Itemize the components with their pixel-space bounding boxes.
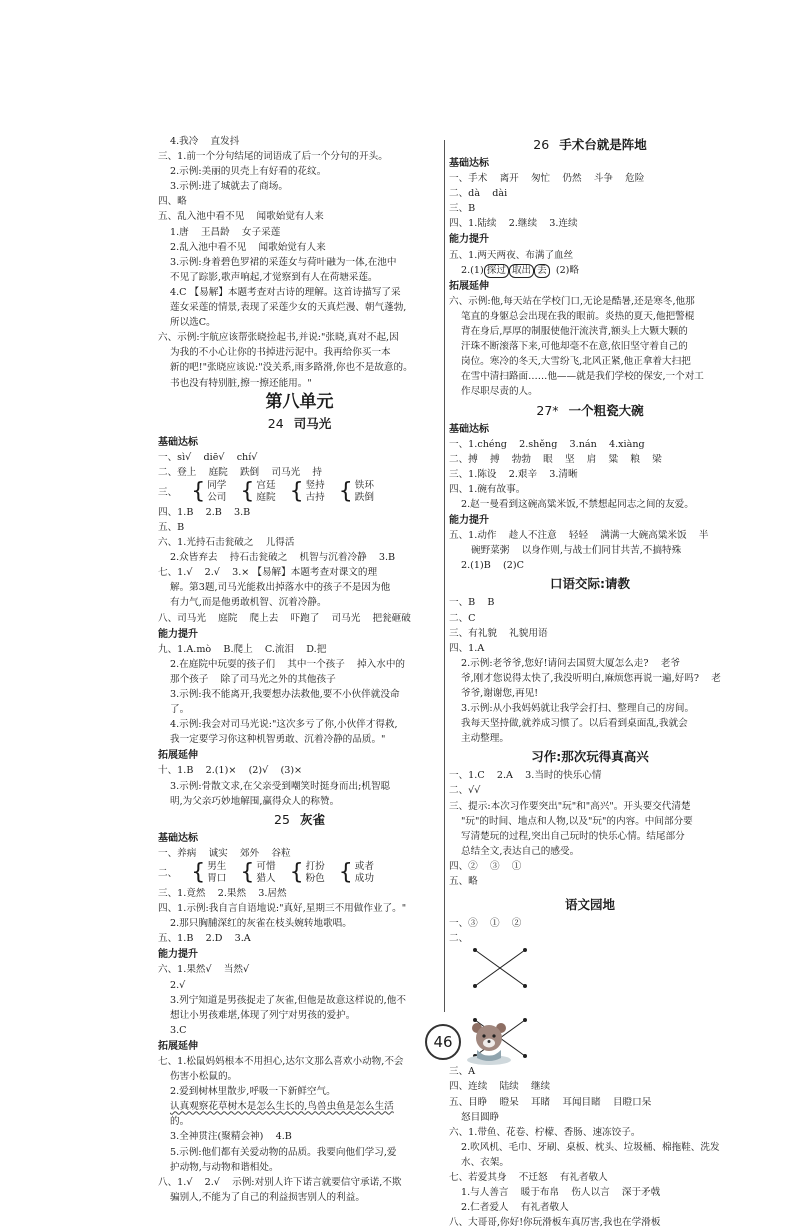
brace-item: 胃口 — [207, 873, 227, 885]
answer-line: 2.(1)B (2)C — [461, 560, 524, 572]
answer-line: 新的吧!"张晓应该说:"没关系,雨多路滑,你也不是故意的。 — [170, 362, 413, 374]
brace-item: 或者 — [354, 860, 374, 872]
garden-title: 语文园地 — [564, 897, 615, 913]
lesson-number: 27* — [536, 402, 559, 418]
brace-pair — [339, 861, 374, 886]
answer-line: 4.我冷 直发抖 — [170, 136, 240, 147]
lesson-26-title — [449, 135, 731, 155]
brace-icon: { — [240, 860, 255, 886]
answer-line: 莲女采莲的情景,表现了采莲少女的天真烂漫、朝气蓬勃, — [170, 302, 407, 314]
answer-line: 4.示例:我会对司马光说:"这次多亏了你,小伙伴才得救, — [170, 719, 398, 731]
answer-line: 在雪中清扫路面……他——就是我们学校的保安,一个对工 — [461, 371, 704, 383]
brace-item: 跌倒 — [354, 492, 374, 504]
answer-line: 笔直的身躯总会出现在我的眼前。炎热的夏天,他把警棍 — [461, 310, 695, 322]
answer-line: 五、乱入池中看不见 闻歌始觉有人来 — [158, 211, 324, 223]
answer-line: 背在身后,厚厚的制服使他汗流浃背,额头上大颗大颗的 — [461, 326, 688, 338]
brace-item: 铁环 — [354, 479, 374, 491]
answer-line: 所以选C。 — [170, 317, 216, 329]
answer-line: 2.示例:美丽的贝壳上有好看的花纹。 — [170, 166, 327, 178]
answer-line: 五、目睁 瞪呆 耳睹 耳闻目睹 目瞪口呆 — [449, 1096, 652, 1108]
answer-line: 2.乱入池中看不见 闻歌始觉有人来 — [170, 241, 326, 253]
answer-line: 的。 — [170, 1116, 190, 1128]
answer-line: 写清楚玩的过程,突出自己玩时的快乐心情。结尾部分 — [461, 830, 685, 842]
brace-item: 成功 — [354, 873, 374, 885]
answer-line: 那个孩子 除了司马光之外的其他孩子 — [170, 673, 336, 685]
answer-line: 3.示例:骨散文求,在父亲受到嘲笑时挺身而出;机智聪 — [170, 780, 391, 792]
answer-line: 主动整理。 — [461, 733, 509, 745]
answer-line: 五、略 — [449, 876, 478, 888]
unit-title: 第八单元 — [265, 391, 334, 412]
answer-line: 五、B — [158, 521, 185, 533]
brace-item: 猎人 — [256, 873, 276, 885]
lesson-name: 司马光 — [293, 415, 332, 431]
answer-line: 二、登上 庭院 跌倒 司马光 持 — [158, 466, 322, 478]
answer-line: 八、1.√ 2.√ 示例:对别人许下诺言就要信守承诺,不欺 — [158, 1176, 402, 1188]
answer-line: 书也没有特别脏,擦一擦还能用。" — [170, 377, 312, 389]
brace-item: 庭院 — [256, 492, 276, 504]
brace-item: 同学 — [207, 479, 227, 491]
answer-line: 六、1.果然√ 当然√ — [158, 964, 250, 976]
brace-item: 可惜 — [256, 860, 276, 872]
brace-icon: { — [289, 860, 304, 886]
brace-icon: { — [289, 479, 304, 505]
section-heading: 拓展延伸 — [158, 750, 198, 762]
section-heading: 能力提升 — [158, 949, 198, 961]
lesson-name: 手术台就是阵地 — [559, 137, 647, 152]
brace-pair — [339, 480, 374, 505]
answer-line: 3.全神贯注(聚精会神) 4.B — [170, 1131, 292, 1143]
answer-line: 了。 — [170, 704, 190, 716]
section-heading: 基础达标 — [158, 832, 198, 844]
brace-pair — [191, 480, 226, 505]
answer-line: 五、1.B 2.D 3.A — [158, 933, 251, 945]
answer-line: 六、1.光持石击瓮破之 儿得活 — [158, 537, 295, 549]
answer-line: 我每天坚持做,就养成习惯了。以后看到桌面乱,我就会 — [461, 718, 688, 730]
brace-pair — [290, 480, 325, 505]
answer-line: 总结全文,表达自己的感受。 — [461, 845, 580, 857]
answer-line: 四、连续 陆续 继续 — [449, 1081, 551, 1093]
answer-line: 一、B B — [449, 597, 495, 609]
answer-line: 3.示例:从小我妈妈就让我学会打扫、整理自己的房间。 — [461, 703, 695, 715]
answer-line: 3.C — [170, 1024, 187, 1036]
answer-line: 有力气,而是他勇敢机智、沉着冷静。 — [170, 597, 327, 609]
section-heading: 能力提升 — [449, 234, 489, 246]
answer-line: 八、司马光 庭院 爬上去 吓跑了 司马光 把瓮砸破 — [158, 612, 411, 624]
answer-line: 作尽职尽责的人。 — [461, 386, 538, 398]
answer-line: 一、③ ① ② — [449, 918, 522, 930]
answer-line: 三、1.陈设 2.艰辛 3.清晰 — [449, 468, 578, 480]
answer-line: 2.√ — [170, 979, 186, 991]
brace-item: 宫廷 — [256, 479, 276, 491]
answer-line: 3.示例:我不能离开,我要想办法救他,要不小伙伴就没命 — [170, 689, 400, 700]
lesson-24-title — [158, 414, 441, 434]
answer-line: 5.示例:他们都有关爱动物的品质。我要向他们学习,爱 — [170, 1146, 397, 1158]
answer-line: 骗别人,不能为了自己的利益损害别人的利益。 — [170, 1191, 365, 1203]
answer-line: 不见了踪影,歌声响起,才觉察到有人在荷塘采莲。 — [170, 271, 378, 283]
section-heading: 拓展延伸 — [158, 1040, 198, 1052]
answer-line: 护动物,与动物和谐相处。 — [170, 1161, 279, 1173]
wavy-underlined-text: 认真观察花草树木是怎么生长的,鸟兽虫鱼是怎么生活 — [170, 1101, 394, 1113]
brace-icon: { — [338, 860, 353, 886]
bear-mascot-icon — [463, 1016, 515, 1068]
answer-line: 八、大哥哥,你好!你玩滑板车真厉害,我也在学滑板 — [449, 1217, 661, 1229]
answer-line: 四、1.陆续 2.继续 3.连续 — [449, 218, 578, 230]
answer-line: 一、1.chéng 2.shěng 3.nán 4.xiàng — [449, 438, 645, 450]
lesson-number: 26 — [533, 137, 550, 152]
left-top-answers — [158, 134, 441, 391]
answer-prefix: 三、 — [158, 486, 178, 498]
boxed-word: 丢 — [534, 264, 550, 278]
answer-line: 水、衣架。 — [461, 1156, 509, 1168]
answer-line: 三、1.前一个分句结尾的词语成了后一个分句的开头。 — [158, 151, 388, 163]
column-divider — [444, 140, 445, 1012]
answer-line: 七、1.松鼠妈妈根本不用担心,达尔文那么喜欢小动物,不会 — [158, 1055, 404, 1067]
answer-line: 爷,刚才您说得太快了,我没听明白,麻烦您再说一遍,好吗? 老 — [461, 672, 721, 684]
answer-line: 四、1.示例:我自言自语地说:"真好,星期三不用做作业了。" — [158, 903, 407, 915]
answer-line: 六、示例:他,每天站在学校门口,无论是酷暑,还是寒冬,他那 — [449, 295, 695, 307]
lesson-number: 24 — [267, 415, 284, 431]
answer-line: 我一定要学习你这种机智勇敢、沉着冷静的品质。" — [170, 734, 386, 746]
answer-line: 为我的不小心让你的书掉进污泥中。我再给你买一本 — [170, 347, 391, 359]
answer-line: 岗位。寒冷的冬天,大雪纷飞,北风正紧,他正拿着大扫把 — [461, 356, 691, 368]
oral-title: 口语交际:请教 — [550, 576, 630, 592]
answer-line: 一、手术 离开 匆忙 仍然 斗争 危险 — [449, 173, 645, 185]
answer-line: 二、C — [449, 612, 476, 624]
section-heading: 能力提升 — [158, 628, 198, 640]
answer-line: 九、1.A.mò B.爬上 C.流泪 D.把 — [158, 643, 327, 655]
answer-prefix: 二、 — [158, 867, 178, 879]
brace-item: 古持 — [305, 492, 325, 504]
answer-line: 2.在庭院中玩耍的孩子们 其中一个孩子 掉入水中的 — [170, 658, 406, 670]
left-column — [158, 134, 441, 1205]
answer-line: 1.与人善言 暖于布帛 伤人以言 深于矛戟 — [461, 1187, 661, 1199]
answer-line: 三、A — [449, 1066, 476, 1078]
answer-line: 2.仁者爱人 有礼者敬人 — [461, 1202, 569, 1214]
answer-line: 四、1.B 2.B 3.B — [158, 506, 251, 518]
answer-line: 一、1.C 2.A 3.当时的快乐心情 — [449, 770, 602, 782]
brace-pair — [240, 480, 275, 505]
brace-pair — [191, 861, 226, 886]
section-heading: 能力提升 — [449, 515, 489, 527]
answer-line: 三、提示:本次习作要突出"玩"和"高兴"。开头要交代清楚 — [449, 800, 691, 812]
answer-line: 三、B — [449, 203, 476, 215]
section-heading: 拓展延伸 — [449, 280, 489, 292]
answer-line: 四、1.A — [449, 642, 485, 654]
lesson-name: 一个粗瓷大碗 — [568, 402, 644, 418]
answer-line: 三、有礼貌 礼貌用语 — [449, 627, 548, 639]
answer-line: 二、 — [449, 933, 469, 945]
lesson-27-title — [449, 401, 731, 421]
page-number: 46 — [425, 1024, 461, 1060]
answer-line: 4.C 【易解】本题考查对古诗的理解。这首诗描写了采 — [170, 286, 401, 298]
answer-line: 二、搏 搏 勃勃 眼 坚 肩 粱 粮 梁 — [449, 453, 662, 465]
answer-line: 伤害小松鼠的。 — [170, 1071, 238, 1083]
answer-line: 想让小男孩难堪,体现了列宁对男孩的爱护。 — [170, 1009, 356, 1021]
answer-line: 碗野菜粥 以身作则,与战士们同甘共苦,不搞特殊 — [471, 545, 682, 557]
writing-title: 习作:那次玩得真高兴 — [531, 749, 649, 765]
answer-line: 解。第3题,司马光能救出掉落水中的孩子不是因为他 — [170, 582, 391, 594]
answer-line: 二、√√ — [449, 785, 481, 797]
answer-line: 3.列宁知道是男孩捉走了灰雀,但他是故意这样说的,他不 — [170, 994, 406, 1006]
brace-icon: { — [338, 479, 353, 505]
answer-line: 2.示例:老爷爷,您好!请问去国贸大厦怎么走? 老爷 — [461, 657, 680, 669]
section-heading: 基础达标 — [449, 158, 489, 169]
answer-line: 四、1.碗有故事。 — [449, 483, 526, 495]
answer-line: 四、略 — [158, 196, 187, 208]
brace-icon: { — [191, 860, 206, 886]
answer-line — [158, 1099, 441, 1114]
section-heading: 基础达标 — [449, 423, 489, 435]
brace-item: 竖持 — [305, 479, 325, 491]
boxed-word: 取出 — [509, 264, 534, 278]
answer-line: 三、1.竟然 2.果然 3.居然 — [158, 887, 287, 899]
answer-line: 四、② ③ ① — [449, 860, 522, 872]
answer-line: 七、若爱其身 不迁怒 有礼者敬人 — [449, 1171, 608, 1183]
brace-answer-group — [158, 861, 441, 886]
brace-pair — [240, 861, 275, 886]
answer-line: 五、1.两天两夜、布满了血丝 — [449, 249, 574, 261]
answer-line: 爷爷,谢谢您,再见! — [461, 688, 539, 699]
answer-line: 3.示例:身着碧色罗裙的采莲女与荷叶融为一体,在池中 — [170, 256, 397, 268]
answer-line: 1.唐 王昌龄 女子采莲 — [170, 226, 281, 238]
answer-line: 2.吹风机、毛巾、牙刷、桌板、枕头、垃圾桶、棉拖鞋、洗发 — [461, 1141, 720, 1153]
answer-line: 3.示例:进了城就去了商场。 — [170, 181, 288, 193]
lesson-number: 25 — [274, 811, 290, 827]
brace-icon: { — [240, 479, 255, 505]
answer-line: 汗珠不断滚落下来,可他却毫不在意,依旧坚守着自己的 — [461, 341, 688, 353]
brace-item: 打扮 — [305, 860, 325, 872]
answer-line: 二、dà dài — [449, 188, 508, 200]
brace-pair — [290, 861, 325, 886]
answer-line: 六、示例:宇航应该帮张晓捡起书,并说:"张晓,真对不起,因 — [158, 332, 399, 344]
brace-icon: { — [191, 479, 206, 505]
answer-prefix: 2.(1) — [461, 264, 484, 276]
answer-line: 一、sì√ diē√ chí√ — [158, 451, 258, 463]
answer-line: 2.爱到树林里散步,呼吸一下新鲜空气。 — [170, 1086, 336, 1098]
answer-suffix: (2)略 — [555, 264, 580, 276]
lesson-25-title — [158, 810, 441, 830]
answer-line: 十、1.B 2.(1)× (2)√ (3)× — [158, 765, 303, 777]
answer-line: 2.那只胸脯深红的灰雀在枝头婉转地歌唱。 — [170, 918, 352, 930]
answer-line: 2.众皆弃去 持石击瓮破之 机智与沉着冷静 3.B — [170, 552, 396, 564]
answer-line: 五、1.动作 趁人不注意 轻轻 满满一大碗高粱米饭 半 — [449, 530, 709, 542]
lesson-name: 灰雀 — [299, 811, 325, 827]
brace-answer-group — [158, 480, 441, 505]
brace-item: 男生 — [207, 860, 227, 872]
answer-line: 明,为父亲巧妙地解围,赢得众人的称赞。 — [170, 795, 340, 807]
brace-item: 公司 — [207, 492, 227, 504]
answer-line: 六、1.带鱼、花卷、柠檬、香肠、速冻饺子。 — [449, 1126, 641, 1138]
answer-line: "玩"的时间、地点和人物,以及"玩"的内容。中间部分要 — [461, 815, 693, 827]
answer-line — [449, 263, 731, 278]
section-heading: 基础达标 — [158, 436, 198, 448]
answer-line: 2.赵一曼看到这碗高粱米饭,不禁想起同志之间的友爱。 — [461, 498, 694, 510]
answer-line: 怒目圆睁 — [461, 1111, 500, 1123]
brace-item: 粉色 — [305, 873, 325, 885]
answer-line: 一、养病 诚实 郊外 谷粒 — [158, 847, 291, 859]
answer-line: 七、1.√ 2.√ 3.× 【易解】本题考查对课文的理 — [158, 567, 378, 579]
boxed-word: 探过 — [484, 264, 509, 278]
